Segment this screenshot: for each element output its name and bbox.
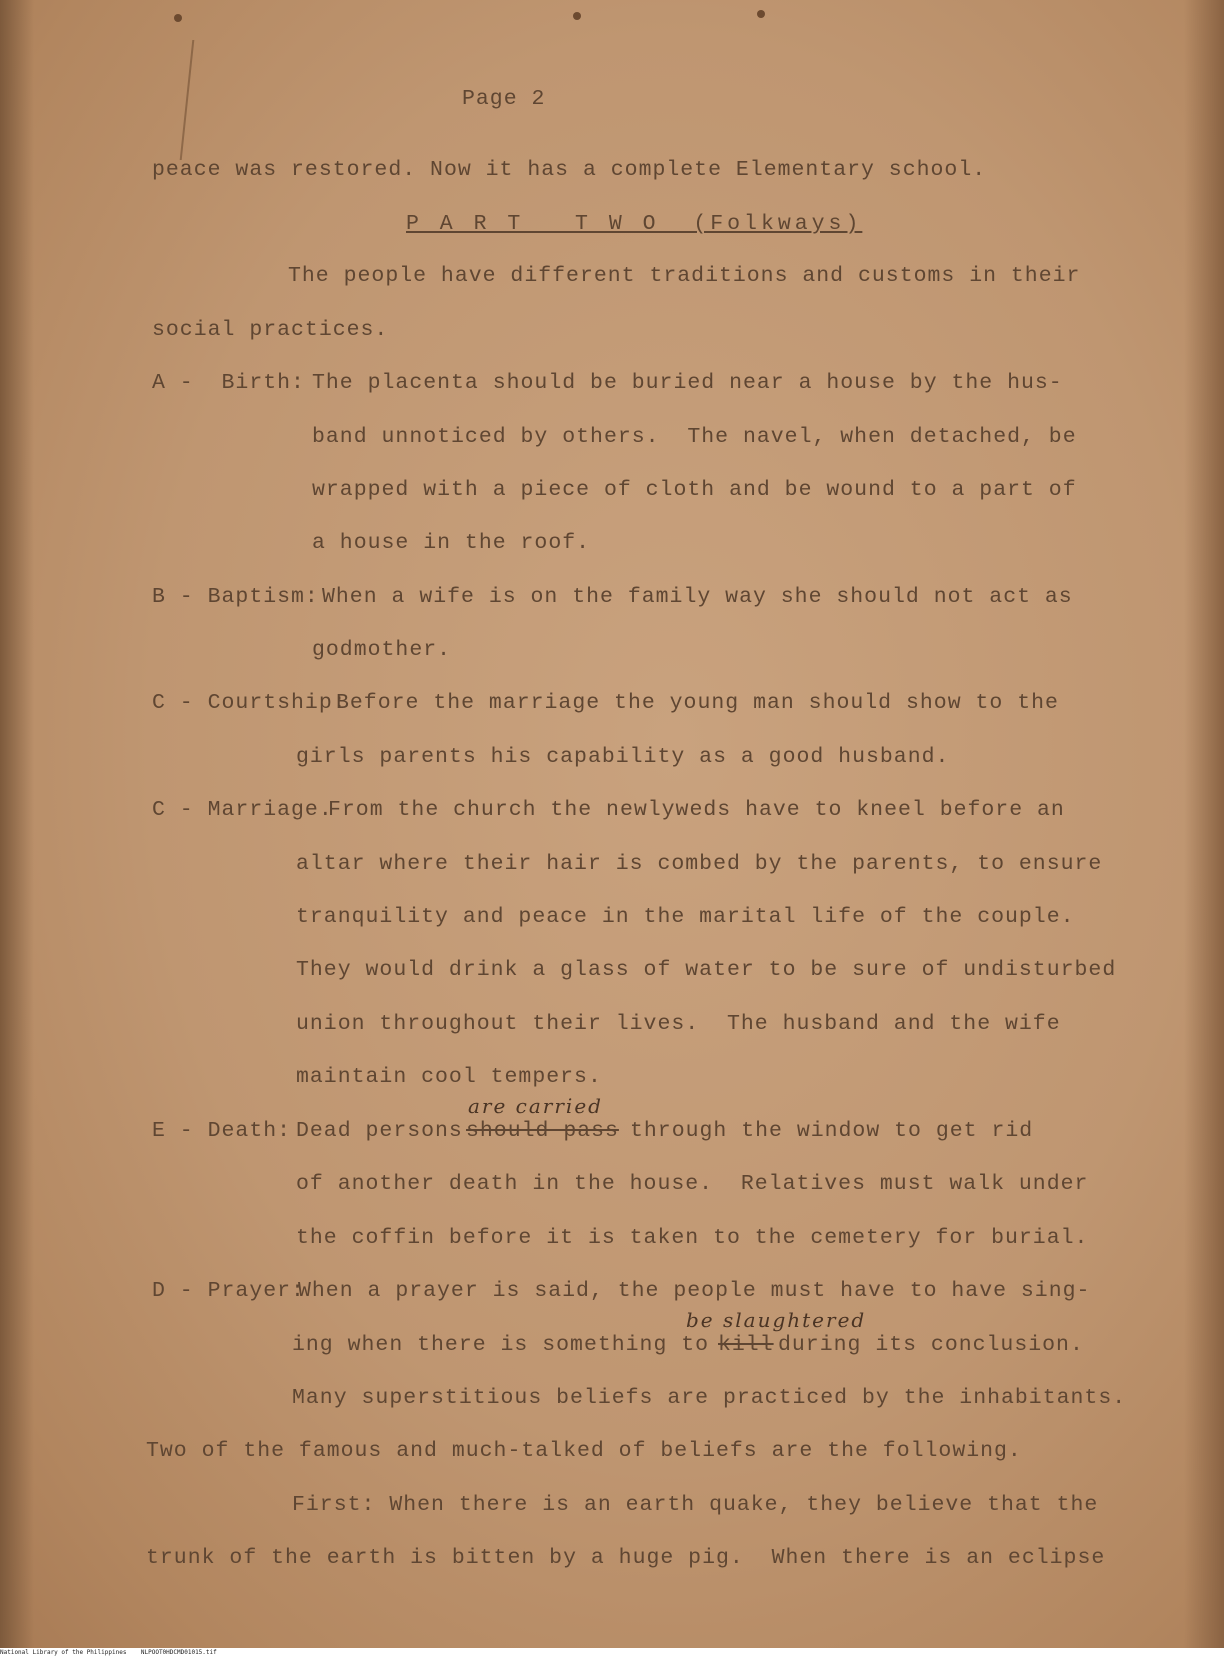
text-line: union throughout their lives. The husband and the wife: [296, 1012, 1061, 1036]
text-line: during its conclusion.: [778, 1333, 1084, 1357]
handwritten-insertion: are carried: [468, 1094, 603, 1118]
struck-text: kill: [718, 1333, 774, 1357]
pin-hole: [174, 14, 182, 22]
text-line: First: When there is an earth quake, they believe that the: [292, 1493, 1099, 1517]
item-label-prayer: D - Prayer:: [152, 1279, 305, 1303]
text-line: They would drink a glass of water to be sure of undisturbed: [296, 958, 1117, 982]
text-line: the coffin before it is taken to the cemetery for burial.: [296, 1226, 1089, 1250]
text-line: Before the marriage the young man should show to the: [336, 691, 1059, 715]
text-line: godmother.: [312, 638, 452, 662]
paper-tear: [180, 40, 203, 160]
section-heading: P A R T T W O (Folkways): [406, 212, 863, 236]
item-label-baptism: B - Baptism:: [152, 585, 319, 609]
text-line: girls parents his capability as a good husband.: [296, 745, 950, 769]
page-shadow-right: [1184, 0, 1224, 1648]
text-line: band unnoticed by others. The navel, when detached, be: [312, 425, 1077, 449]
text-line: through the window to get rid: [630, 1119, 1034, 1143]
struck-text: should pass: [466, 1119, 619, 1143]
text-line: ing when there is something to: [292, 1333, 710, 1357]
text-line: When a prayer is said, the people must have to have sing-: [298, 1279, 1091, 1303]
text-line: altar where their hair is combed by the parents, to ensure: [296, 852, 1103, 876]
text-line: tranquility and peace in the marital life of the couple.: [296, 905, 1075, 929]
text-line: social practices.: [152, 318, 389, 342]
text-line: of another death in the house. Relatives must walk under: [296, 1172, 1089, 1196]
text-line: maintain cool tempers.: [296, 1065, 602, 1089]
text-line: The placenta should be buried near a house by the hus-: [312, 371, 1063, 395]
text-line: The people have different traditions and customs in their: [288, 264, 1081, 288]
text-line: From the church the newlyweds have to kneel before an: [328, 798, 1065, 822]
page-number: Page 2: [462, 87, 546, 111]
text-line: trunk of the earth is bitten by a huge pig. When there is an eclipse: [146, 1546, 1106, 1570]
item-label-marriage: C - Marriage.: [152, 798, 333, 822]
scan-footer: National Library of the Philippines NLPOOT0HDCMD01015.tif: [0, 1648, 1224, 1658]
handwritten-insertion: be slaughtered: [686, 1308, 867, 1332]
text-line: Two of the famous and much-talked of beliefs are the following.: [146, 1439, 1022, 1463]
text-line: When a wife is on the family way she should not act as: [322, 585, 1073, 609]
text-line: a house in the roof.: [312, 531, 591, 555]
page-shadow-left: [0, 0, 34, 1648]
text-line: peace was restored. Now it has a complete Elementary school.: [152, 158, 987, 182]
item-label-birth: A - Birth:: [152, 371, 305, 395]
pin-hole: [757, 10, 765, 18]
text-line: Dead persons: [296, 1119, 463, 1143]
pin-hole: [573, 12, 581, 20]
text-line: Many superstitious beliefs are practiced by the inhabitants.: [292, 1386, 1127, 1410]
item-label-courtship: C - Courtship:: [152, 691, 347, 715]
item-label-death: E - Death:: [152, 1119, 292, 1143]
text-line: wrapped with a piece of cloth and be wound to a part of: [312, 478, 1077, 502]
